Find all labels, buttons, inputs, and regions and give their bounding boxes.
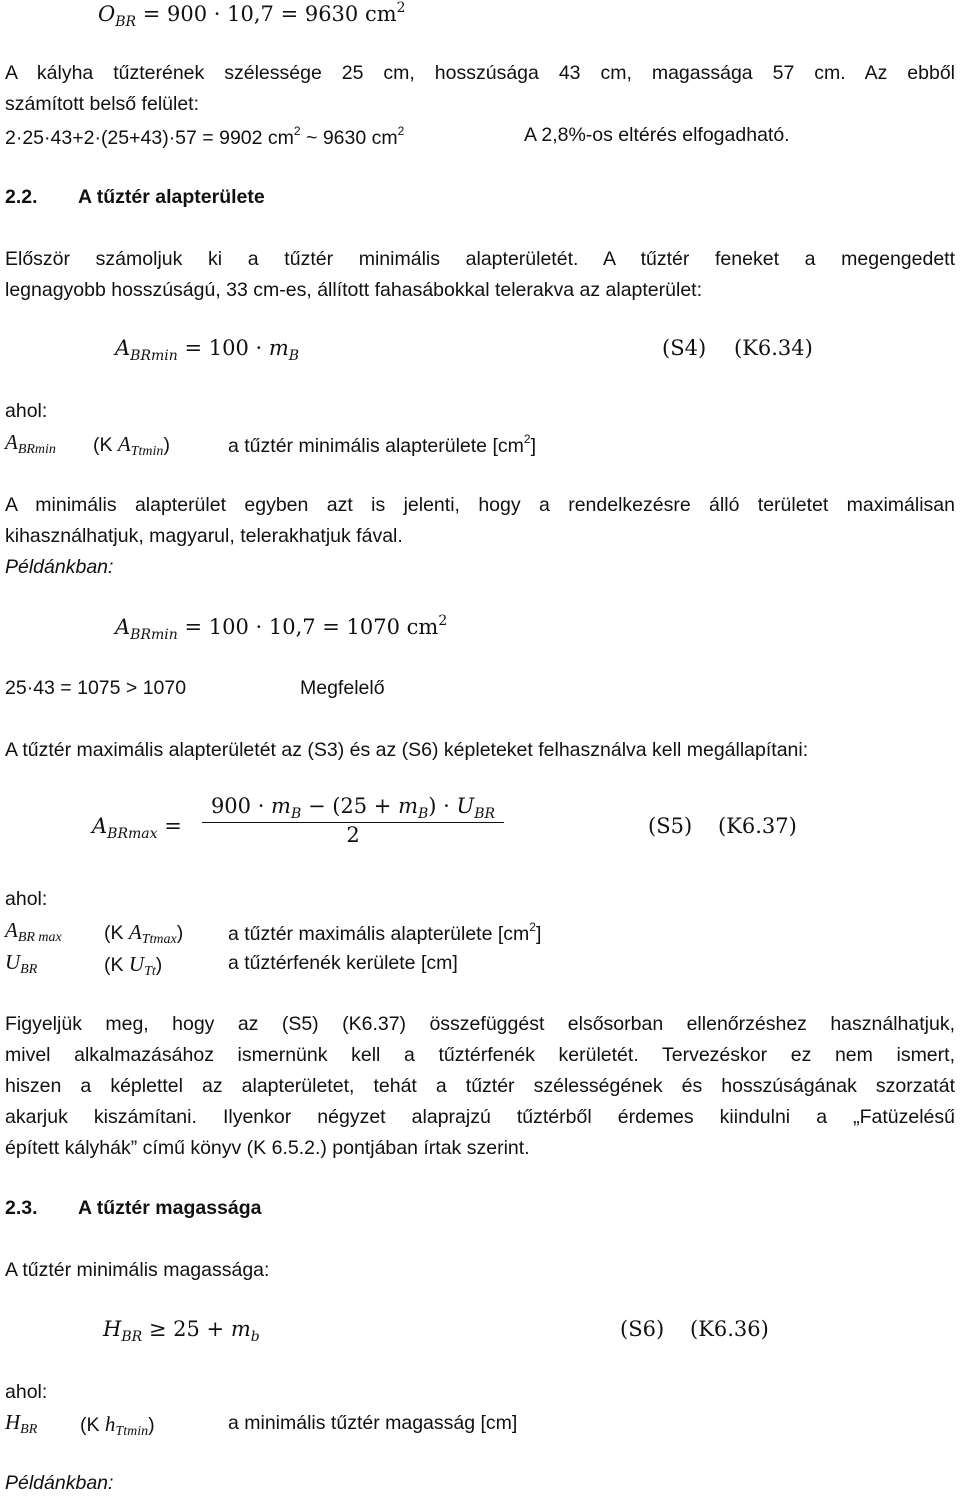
- reference-close: ): [176, 922, 184, 944]
- reference-open: (K: [104, 954, 129, 976]
- paragraph-line: számított belső felület:: [5, 93, 200, 115]
- paragraph-line: épített kályhák” című könyv (K 6.5.2.) pontjában írtak szerint.: [5, 1137, 530, 1159]
- reference-subscript: Ttmin: [115, 1424, 149, 1439]
- reference-letter: U: [128, 952, 145, 976]
- description-end: ]: [535, 923, 542, 945]
- reference-close: ): [148, 1414, 155, 1436]
- equation-subscript: B: [290, 806, 302, 822]
- reference-open: (K: [80, 1414, 105, 1436]
- equation-rhs: = 900 · 10,7 = 9630 cm: [142, 2, 397, 26]
- symbol-letter: U: [5, 950, 21, 974]
- paragraph-line: kihasználhatjuk, magyarul, telerakhatjuk fával.: [5, 525, 403, 547]
- symbol-letter: H: [5, 1410, 21, 1434]
- equation-subscript: B: [418, 806, 429, 822]
- equation-symbol: A: [115, 336, 131, 360]
- paragraph-line: A kályha tűzterének szélessége 25 cm, hosszúsága 43 cm, magassága 57 cm. Az ebből: [5, 62, 955, 84]
- section-title: A tűztér alapterülete: [78, 186, 265, 208]
- reference-letter: h: [104, 1412, 116, 1436]
- example-label: Példánkban:: [5, 1472, 114, 1494]
- equation-s5-lhs: [92, 814, 182, 842]
- paragraph-line: A minimális alapterület egyben azt is jelenti, hogy a rendelkezésre álló területet maximálisan: [5, 494, 955, 516]
- description-text: a tűztér minimális alapterülete [cm: [228, 435, 524, 457]
- equation-symbol: A: [92, 814, 108, 838]
- definition-description: [228, 432, 536, 458]
- calc-text: ~ 9630 cm: [300, 127, 398, 149]
- fraction-denominator: 2: [346, 823, 360, 847]
- check-calculation: 25·43 = 1075 > 1070: [5, 677, 187, 699]
- reference-subscript: Tt: [144, 964, 156, 979]
- description-superscript: 2: [523, 432, 531, 446]
- equation-symbol: H: [103, 1317, 122, 1341]
- reference-subscript: Ttmax: [141, 932, 177, 947]
- description-superscript: 2: [529, 920, 536, 934]
- symbol-subscript: BR: [20, 1422, 38, 1437]
- equation-rhs: = 100 · 10,7 = 1070 cm: [184, 615, 439, 639]
- reference-symbol: [104, 1412, 149, 1439]
- equation-symbol: m: [268, 336, 289, 360]
- equation-superscript: 2: [396, 0, 406, 16]
- symbol-letter: A: [5, 918, 18, 942]
- paragraph-line: Először számoljuk ki a tűztér minimális alapterületét. A tűztér feneket a megengedett: [5, 248, 955, 270]
- equation-symbol: U: [456, 794, 475, 818]
- equation-tag: (K6.37): [718, 814, 797, 838]
- paragraph-line: akarjuk kiszámítani. Ilyenkor négyzet alaprajzú tűztérből érdemes kiindulni a „Fatüzelésű: [5, 1106, 955, 1128]
- ahol-label: ahol:: [5, 400, 48, 422]
- equation-subscript: BRmax: [107, 826, 158, 842]
- section-number: 2.3.: [5, 1197, 38, 1219]
- calc-superscript: 2: [397, 124, 405, 138]
- definition-symbol: [5, 918, 62, 946]
- symbol-subscript: BRmin: [17, 442, 56, 457]
- equation-symbol: m: [230, 1317, 251, 1341]
- definition-description: [228, 920, 541, 946]
- definition-symbol: [5, 430, 56, 458]
- equation-s5-fraction: [202, 794, 504, 847]
- paragraph-line: A tűztér maximális alapterületét az (S3) és az (S6) képleteket felhasználva kell megállapítani:: [5, 739, 809, 761]
- definition-reference: [93, 432, 170, 460]
- numerator-text: − (25 +: [301, 794, 399, 818]
- definition-description: a tűztérfenék kerülete [cm]: [228, 952, 458, 974]
- definition-description: a minimális tűztér magasság [cm]: [228, 1412, 518, 1434]
- ahol-label: ahol:: [5, 1381, 48, 1403]
- equation-rhs: ≥ 25 +: [148, 1317, 231, 1341]
- equation-subscript: B: [288, 348, 300, 364]
- definition-reference: [104, 920, 183, 948]
- reference-letter: A: [128, 920, 142, 944]
- ahol-label: ahol:: [5, 888, 48, 910]
- equation-tag: (S4): [662, 336, 707, 360]
- symbol-subscript: BR max: [17, 930, 62, 945]
- equation-s4: [115, 336, 299, 364]
- description-text: a tűztér maximális alapterülete [cm: [228, 923, 530, 945]
- equation-tag: (K6.36): [690, 1317, 769, 1341]
- paragraph-line: Figyeljük meg, hogy az (S5) (K6.37) összefüggést elsősorban ellenőrzéshez használhatjuk,: [5, 1013, 955, 1035]
- equation-superscript: 2: [438, 613, 448, 629]
- reference-symbol: [117, 432, 164, 459]
- equation-rhs: = 100 ·: [184, 336, 269, 360]
- reference-open: (K: [93, 434, 118, 456]
- reference-symbol: [128, 952, 156, 979]
- reference-letter: A: [117, 432, 131, 456]
- equation-subscript: BR: [474, 806, 496, 822]
- area-calculation: [5, 124, 404, 150]
- reference-close: ): [163, 434, 170, 456]
- paragraph-line: legnagyobb hosszúságú, 33 cm-es, állított fahasábokkal telerakva az alapterület:: [5, 279, 703, 301]
- equation-subscript: BR: [115, 14, 137, 30]
- equals-sign: =: [164, 814, 182, 838]
- reference-open: (K: [104, 922, 129, 944]
- equation-subscript: BR: [121, 1329, 143, 1345]
- equation-symbol: A: [115, 615, 131, 639]
- check-result: Megfelelő: [300, 677, 385, 699]
- calc-text: 2·25·43+2·(25+43)·57 = 9902 cm: [5, 127, 294, 149]
- numerator-text: 900 ·: [210, 794, 272, 818]
- symbol-subscript: BR: [20, 962, 38, 977]
- description-end: ]: [530, 435, 536, 457]
- equation-symbol: O: [98, 2, 116, 26]
- numerator-text: ) ·: [428, 794, 457, 818]
- definition-reference: [104, 952, 162, 980]
- equation-tag: (K6.34): [734, 336, 813, 360]
- reference-close: ): [155, 954, 163, 976]
- equation-example-min-area: [115, 613, 447, 643]
- section-number: 2.2.: [5, 186, 38, 208]
- equation-subscript: BRmin: [130, 348, 178, 364]
- definition-reference: [80, 1412, 155, 1440]
- paragraph-line: mivel alkalmazásához ismernünk kell a tűztérfenék kerületét. Tervezéskor ez nem ismert,: [5, 1044, 955, 1066]
- reference-subscript: Ttmin: [130, 444, 164, 459]
- section-title: A tűztér magassága: [78, 1197, 262, 1219]
- equation-s6: [103, 1317, 260, 1345]
- definition-symbol: [5, 950, 37, 978]
- symbol-letter: A: [5, 430, 18, 454]
- example-label: Példánkban:: [5, 556, 114, 578]
- equation-tag: (S6): [620, 1317, 665, 1341]
- equation-tag: (S5): [648, 814, 693, 838]
- deviation-note: A 2,8%-os eltérés elfogadható.: [524, 124, 790, 146]
- definition-symbol: [5, 1410, 37, 1438]
- paragraph-line: hiszen a képlettel az alapterületet, tehát a tűztér szélességének és hosszúságának szorzatát: [5, 1075, 955, 1097]
- equation-subscript: BRmin: [130, 627, 178, 643]
- reference-symbol: [128, 920, 177, 947]
- equation-symbol: m: [271, 794, 291, 818]
- equation-symbol: m: [398, 794, 418, 818]
- equation-surface-area: [98, 0, 406, 30]
- fraction-numerator: [202, 794, 504, 822]
- calc-superscript: 2: [293, 124, 301, 138]
- paragraph-line: A tűztér minimális magassága:: [5, 1259, 270, 1281]
- equation-subscript: b: [250, 1329, 260, 1345]
